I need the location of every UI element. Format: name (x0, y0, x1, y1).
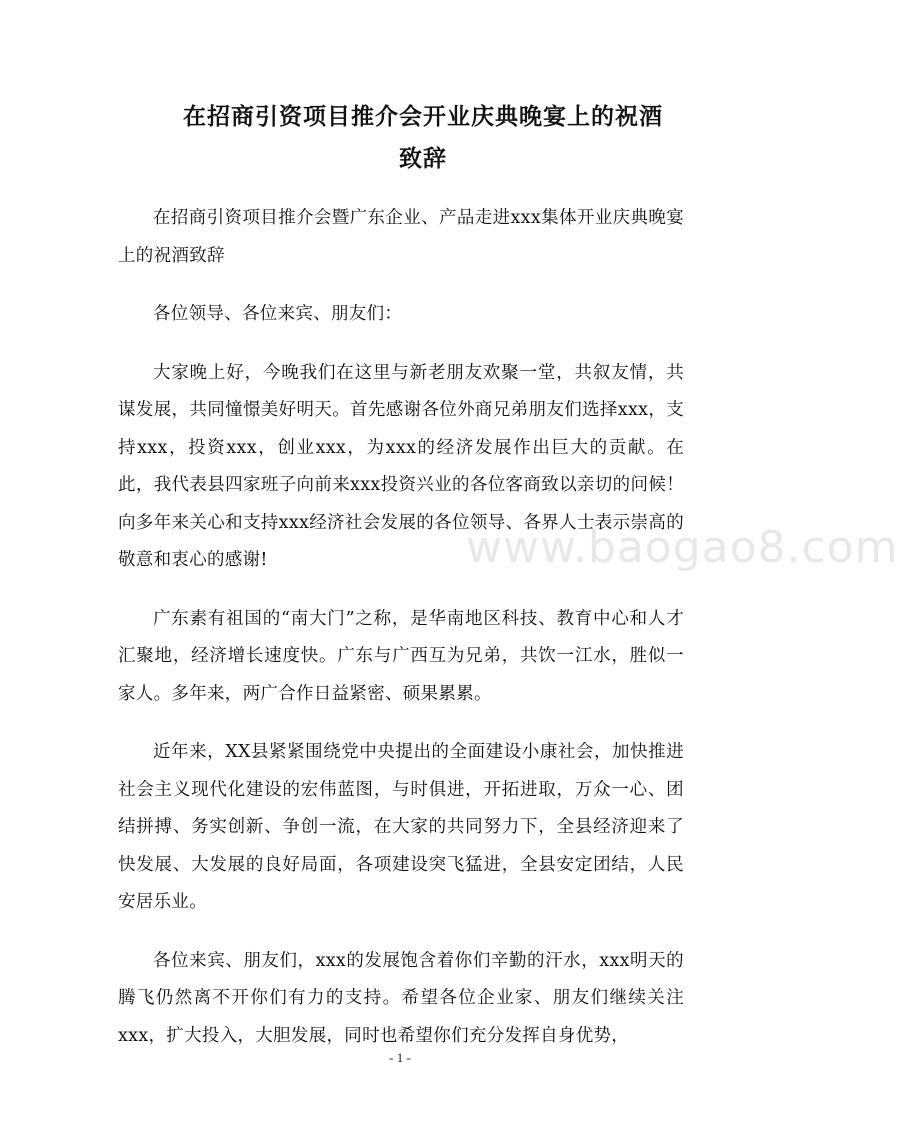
document-title (118, 96, 728, 180)
paragraph-appeal: 各位来宾、朋友们，xxx的发展饱含着你们辛勤的汗水，xxx明天的腾飞仍然离不开你们有力的支持。希望各位企业家、朋友们继续关注xxx，扩大投入，大胆发展，同时也希望你们充分发挥自身优势， (118, 950, 684, 1046)
title-line-2: 致辞 (399, 145, 447, 172)
page-number: - 1 - (389, 1050, 411, 1065)
paragraph-greeting: 大家晚上好，今晚我们在这里与新老朋友欢聚一堂，共叙友情，共谋发展，共同憧憬美好明天。首先感谢各位外商兄弟朋友们选择xxx，支持xxx，投资xxx，创业xxx，为xxx的经济发展作出巨大的贡献。在此，我代表县四家班子向前来xxx投资兴业的各位客商致以亲切的问候！向多年来关心和支持xxx经济社会发展的各位领导、各界人士表示崇高的敬意和衷心的感谢! (118, 362, 684, 570)
paragraph-recent-years: 近年来，XX县紧紧围绕党中央提出的全面建设小康社会，加快推进社会主义现代化建设的宏伟蓝图，与时俱进，开拓进取，万众一心、团结拼搏、务实创新、争创一流，在大家的共同努力下，全县经济迎来了快发展、大发展的良好局面，各项建设突飞猛进，全县安定团结，人民安居乐业。 (118, 742, 684, 912)
title-line-1: 在招商引资项目推介会开业庆典晚宴上的祝酒 (183, 103, 663, 130)
watermark: www.baogao8.com (466, 522, 898, 573)
paragraph-salutation: 各位领导、各位来宾、朋友们： (153, 304, 403, 324)
paragraph-subtitle: 在招商引资项目推介会暨广东企业、产品走进xxx集体开业庆典晚宴上的祝酒致辞 (118, 208, 684, 266)
document-body (118, 200, 684, 1076)
paragraph-guangdong: 广东素有祖国的“南大门”之称，是华南地区科技、教育中心和人才汇聚地，经济增长速度快。广东与广西互为兄弟，共饮一江水，胜似一家人。多年来，两广合作日益紧密、硕果累累。 (118, 608, 684, 704)
